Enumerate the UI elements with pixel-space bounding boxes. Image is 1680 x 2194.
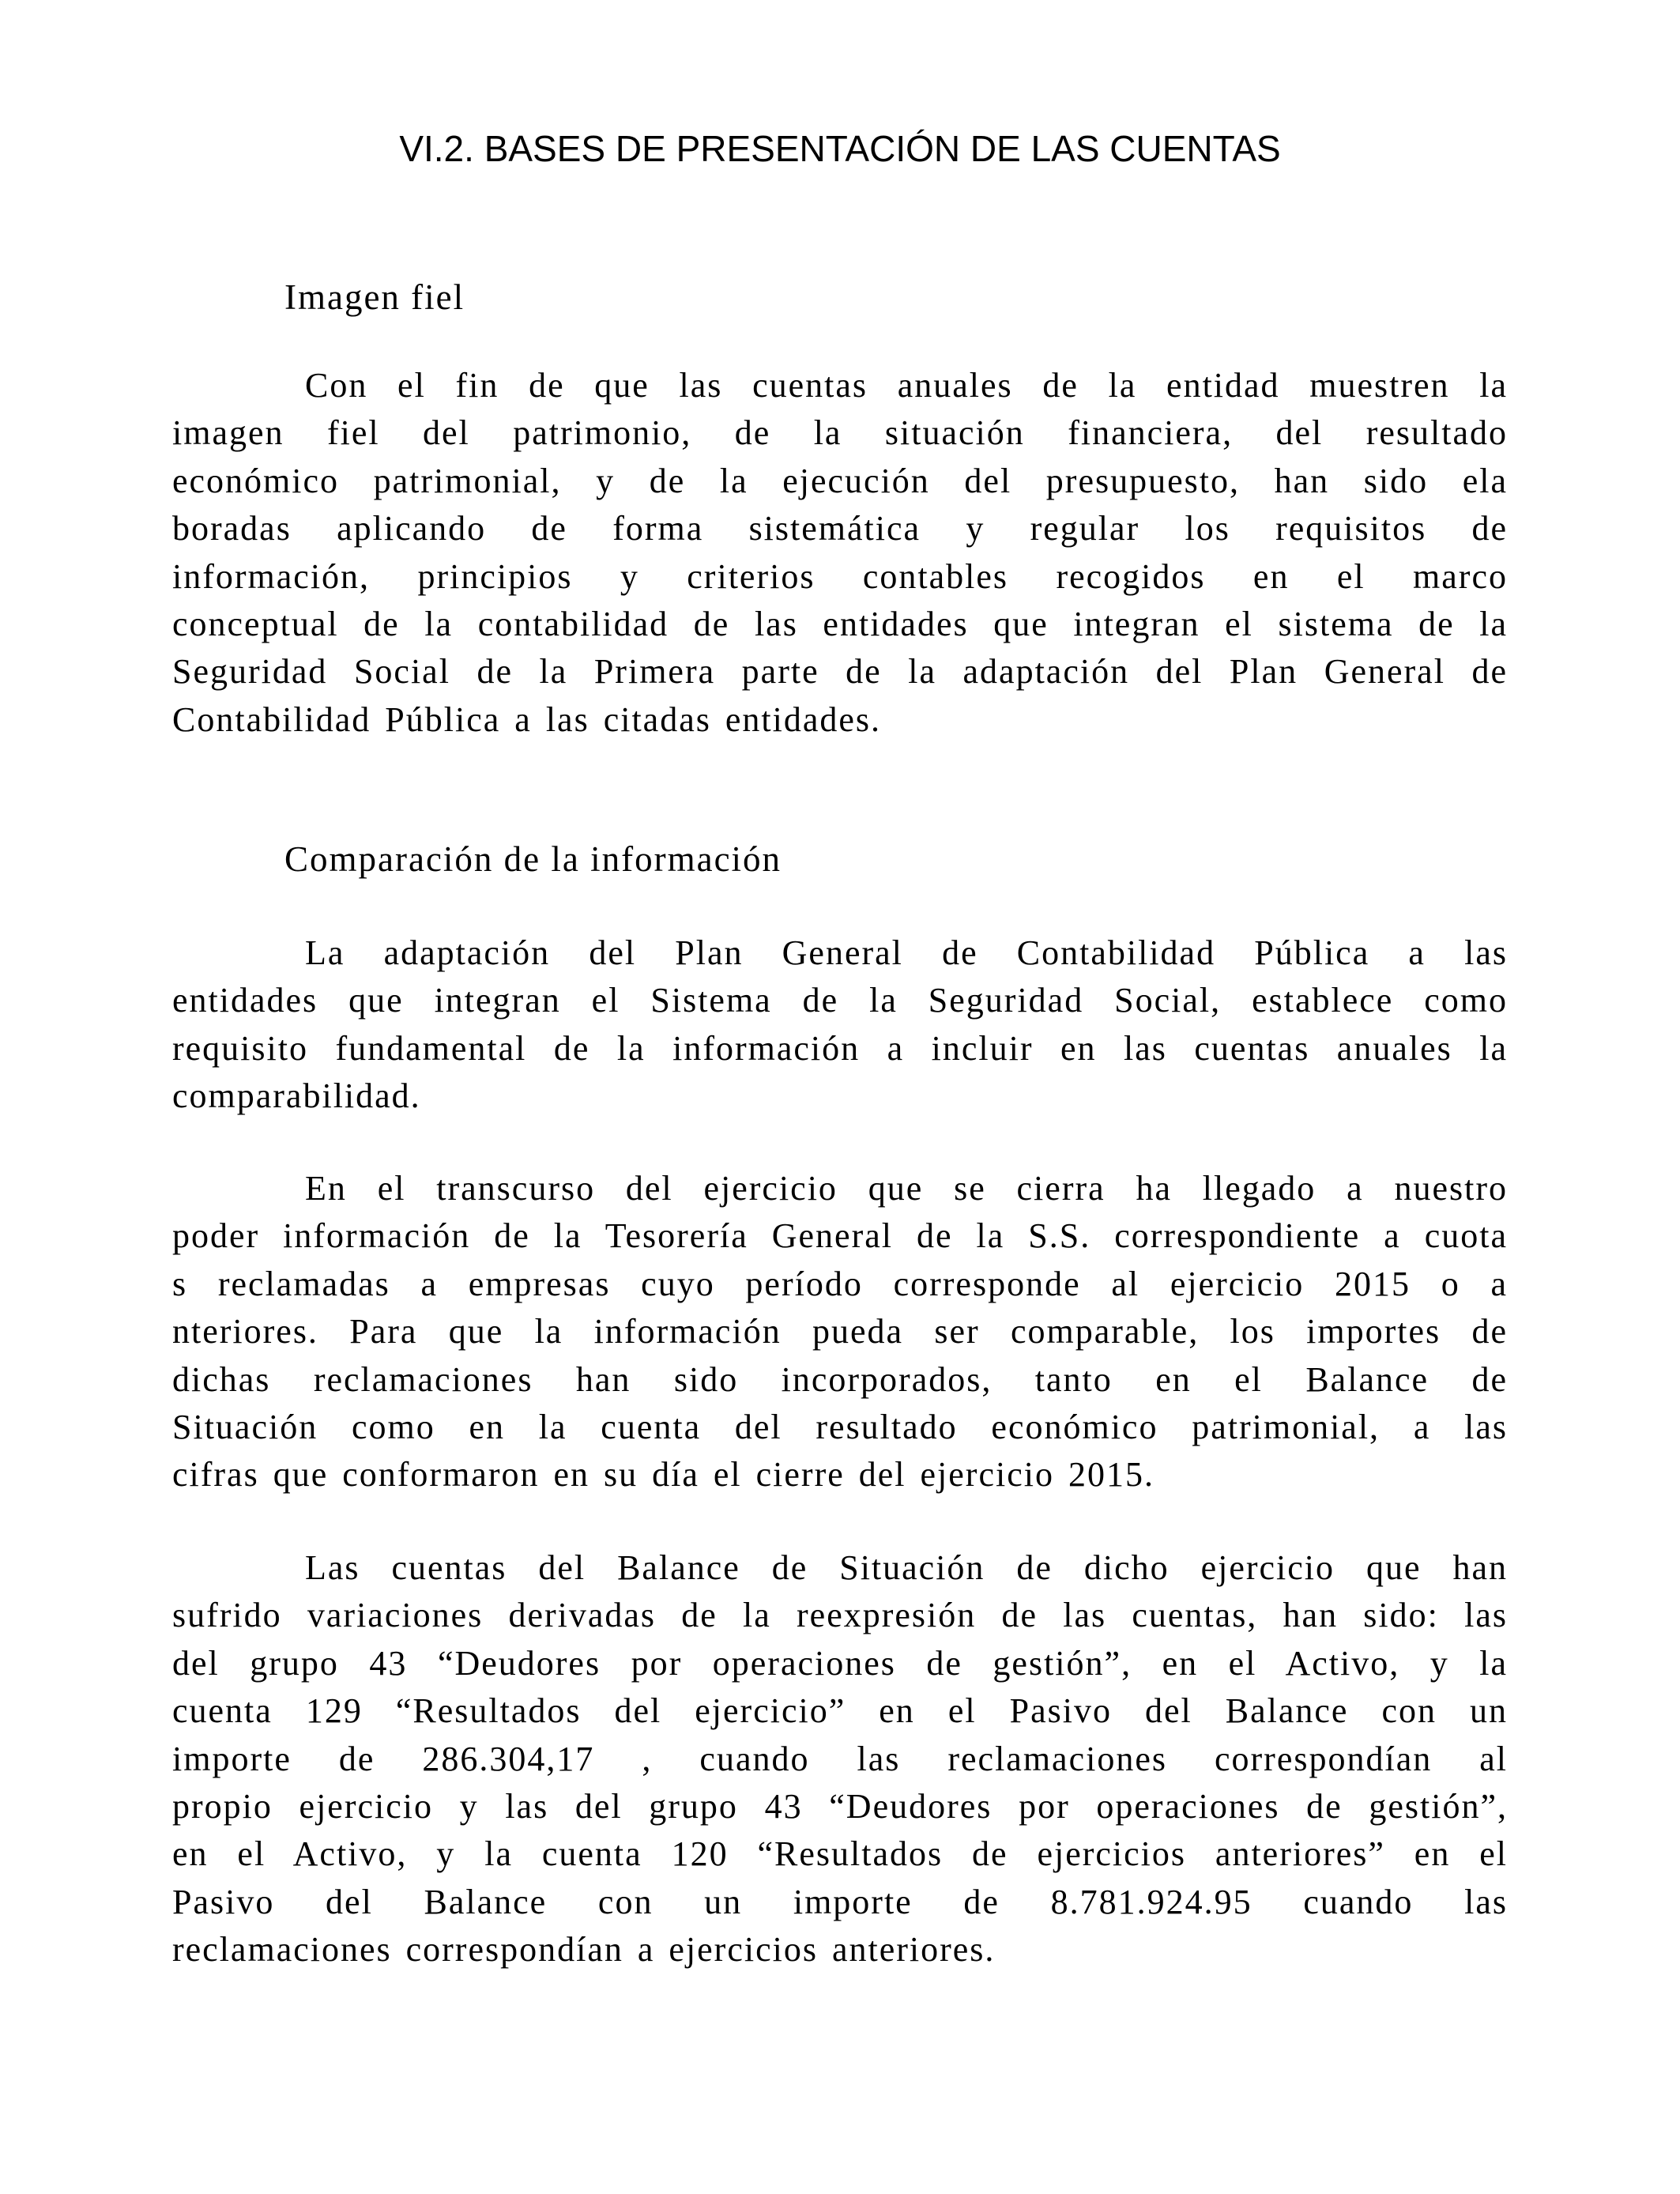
text-line: poder información de la Tesorería General de la S.S. correspondiente a cuota (172, 1216, 1508, 1256)
text-line: Con el fin de que las cuentas anuales de la entidad muestren la (305, 366, 1508, 405)
text-line: La adaptación del Plan General de Contabilidad Pública a las (305, 933, 1508, 972)
text-line: boradas aplicando de forma sistemática y regular los requisitos de (172, 509, 1508, 548)
section-heading-comparacion: Comparación de la información (284, 839, 782, 879)
text-line: importe de 286.304,17 , cuando las reclamaciones correspondían al (172, 1739, 1508, 1778)
text-line: requisito fundamental de la información a incluir en las cuentas anuales la (172, 1028, 1508, 1068)
text-line: propio ejercicio y las del grupo 43 “Deudores por operaciones de gestión”, (172, 1787, 1508, 1826)
text-line: en el Activo, y la cuenta 120 “Resultados de ejercicios anteriores” en el (172, 1834, 1508, 1874)
text-line: Pasivo del Balance con un importe de 8.781.924.95 cuando las (172, 1882, 1508, 1921)
text-line: reclamaciones correspondían a ejercicios anteriores. (172, 1930, 996, 1970)
text-line: sufrido variaciones derivadas de la reexpresión de las cuentas, han sido: las (172, 1596, 1508, 1635)
text-line: s reclamadas a empresas cuyo período corresponde al ejercicio 2015 o a (172, 1264, 1508, 1303)
text-line: imagen fiel del patrimonio, de la situación financiera, del resultado (172, 413, 1508, 453)
document-title: VI.2. BASES DE PRESENTACIÓN DE LAS CUENTAS (399, 128, 1281, 169)
section-heading-imagen-fiel: Imagen fiel (284, 277, 465, 317)
text-line: comparabilidad. (172, 1076, 421, 1116)
paragraph-comparacion-3 (172, 1544, 1508, 1974)
text-line: Contabilidad Pública a las citadas entidades. (172, 699, 882, 739)
paragraph-imagen-fiel (172, 362, 1508, 744)
text-line: Situación como en la cuenta del resultado económico patrimonial, a las (172, 1408, 1508, 1447)
text-line: entidades que integran el Sistema de la Seguridad Social, establece como (172, 981, 1508, 1020)
text-line: cuenta 129 “Resultados del ejercicio” en el Pasivo del Balance con un (172, 1691, 1508, 1731)
text-line: Las cuentas del Balance de Situación de dicho ejercicio que han (305, 1548, 1508, 1587)
text-line: cifras que conformaron en su día el cierre del ejercicio 2015. (172, 1455, 1155, 1495)
paragraph-comparacion-1 (172, 929, 1508, 1121)
text-line: nteriores. Para que la información pueda ser comparable, los importes de (172, 1312, 1508, 1351)
text-line: información, principios y criterios contables recogidos en el marco (172, 556, 1508, 596)
text-line: Seguridad Social de la Primera parte de la adaptación del Plan General de (172, 652, 1508, 692)
text-line: del grupo 43 “Deudores por operaciones de gestión”, en el Activo, y la (172, 1643, 1508, 1683)
paragraph-comparacion-2 (172, 1165, 1508, 1499)
text-line: económico patrimonial, y de la ejecución del presupuesto, han sido ela (172, 461, 1508, 500)
text-line: dichas reclamaciones han sido incorporados, tanto en el Balance de (172, 1359, 1508, 1399)
text-line: conceptual de la contabilidad de las entidades que integran el sistema de la (172, 605, 1508, 644)
text-line: En el transcurso del ejercicio que se cierra ha llegado a nuestro (305, 1169, 1508, 1208)
